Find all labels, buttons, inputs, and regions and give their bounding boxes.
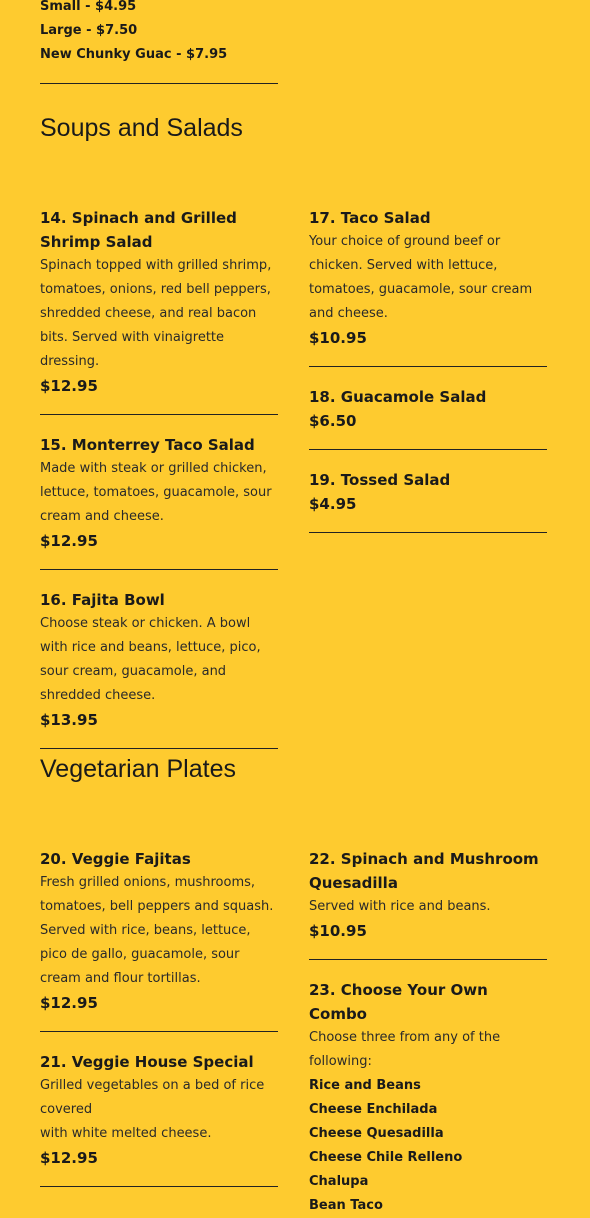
item-description: Spinach topped with grilled shrimp, tomatoes, onions, red bell peppers, shredded cheese, and real bacon bits. Served with vinaigrette dressing. xyxy=(40,258,272,369)
menu-item xyxy=(309,385,547,450)
price-small: Small - $4.95 xyxy=(40,0,137,14)
price-chunky-guac: New Chunky Guac - $7.95 xyxy=(40,47,228,62)
item-description: Choose steak or chicken. A bowl with rice and beans, lettuce, pico, sour cream, guacamole, and shredded cheese. xyxy=(40,616,261,703)
item-description: Served with rice and beans. xyxy=(309,899,491,914)
item-description: Made with steak or grilled chicken, lettuce, tomatoes, guacamole, sour cream and cheese. xyxy=(40,461,272,524)
item-price: $12.95 xyxy=(40,532,98,550)
divider xyxy=(40,83,278,84)
list-item: Chalupa xyxy=(309,1174,369,1189)
menu-item xyxy=(309,468,547,533)
item-price: $12.95 xyxy=(40,1149,98,1167)
list-item: Bean Taco xyxy=(309,1198,383,1213)
menu-item xyxy=(40,588,278,749)
item-description: Choose three from any of the following: xyxy=(309,1030,501,1069)
menu-item xyxy=(40,1050,278,1187)
item-description: Your choice of ground beef or chicken. Served with lettuce, tomatoes, guacamole, sour cream and cheese. xyxy=(309,234,533,321)
menu-item xyxy=(40,206,278,415)
list-item: Cheese Chile Relleno xyxy=(309,1150,463,1165)
item-name: 23. Choose Your Own Combo xyxy=(309,981,488,1023)
item-price: $13.95 xyxy=(40,711,98,729)
item-description-line: with white melted cheese. xyxy=(40,1126,212,1141)
price-large: Large - $7.50 xyxy=(40,23,138,38)
item-name: 22. Spinach and Mushroom Quesadilla xyxy=(309,850,539,892)
item-name: 15. Monterrey Taco Salad xyxy=(40,436,255,454)
item-name: 21. Veggie House Special xyxy=(40,1053,254,1071)
item-price: $12.95 xyxy=(40,994,98,1012)
list-item: Cheese Quesadilla xyxy=(309,1126,444,1141)
item-name: 20. Veggie Fajitas xyxy=(40,850,191,868)
list-item: Rice and Beans xyxy=(309,1078,421,1093)
section-title-vegetarian: Vegetarian Plates xyxy=(40,755,236,783)
soups-salads-left-column xyxy=(40,206,278,767)
section-title-soups-salads: Soups and Salads xyxy=(40,114,243,142)
item-name: 14. Spinach and Grilled Shrimp Salad xyxy=(40,209,237,251)
menu-item xyxy=(40,433,278,570)
item-price: $10.95 xyxy=(309,922,367,940)
menu-item xyxy=(40,847,278,1032)
item-price: $4.95 xyxy=(309,495,357,513)
menu-item xyxy=(309,978,547,1218)
menu-item xyxy=(309,847,547,960)
soups-salads-right-column xyxy=(309,206,547,551)
item-price: $12.95 xyxy=(40,377,98,395)
list-item: Cheese Enchilada xyxy=(309,1102,438,1117)
vegetarian-right-column xyxy=(309,847,547,1218)
vegetarian-left-column xyxy=(40,847,278,1205)
item-price: $6.50 xyxy=(309,412,357,430)
item-name: 17. Taco Salad xyxy=(309,209,431,227)
item-price: $10.95 xyxy=(309,329,367,347)
item-description: Fresh grilled onions, mushrooms, tomatoes, bell peppers and squash. Served with rice, beans, lettuce, pico de gallo, guacamole, sour cream and flour tortillas. xyxy=(40,875,274,986)
item-name: 19. Tossed Salad xyxy=(309,471,451,489)
item-name: 16. Fajita Bowl xyxy=(40,591,165,609)
item-name: 18. Guacamole Salad xyxy=(309,388,487,406)
item-description-line: Grilled vegetables on a bed of rice covered xyxy=(40,1078,265,1117)
guacamole-price-list xyxy=(40,0,278,67)
combo-options-list xyxy=(309,1074,547,1218)
menu-item xyxy=(309,206,547,367)
